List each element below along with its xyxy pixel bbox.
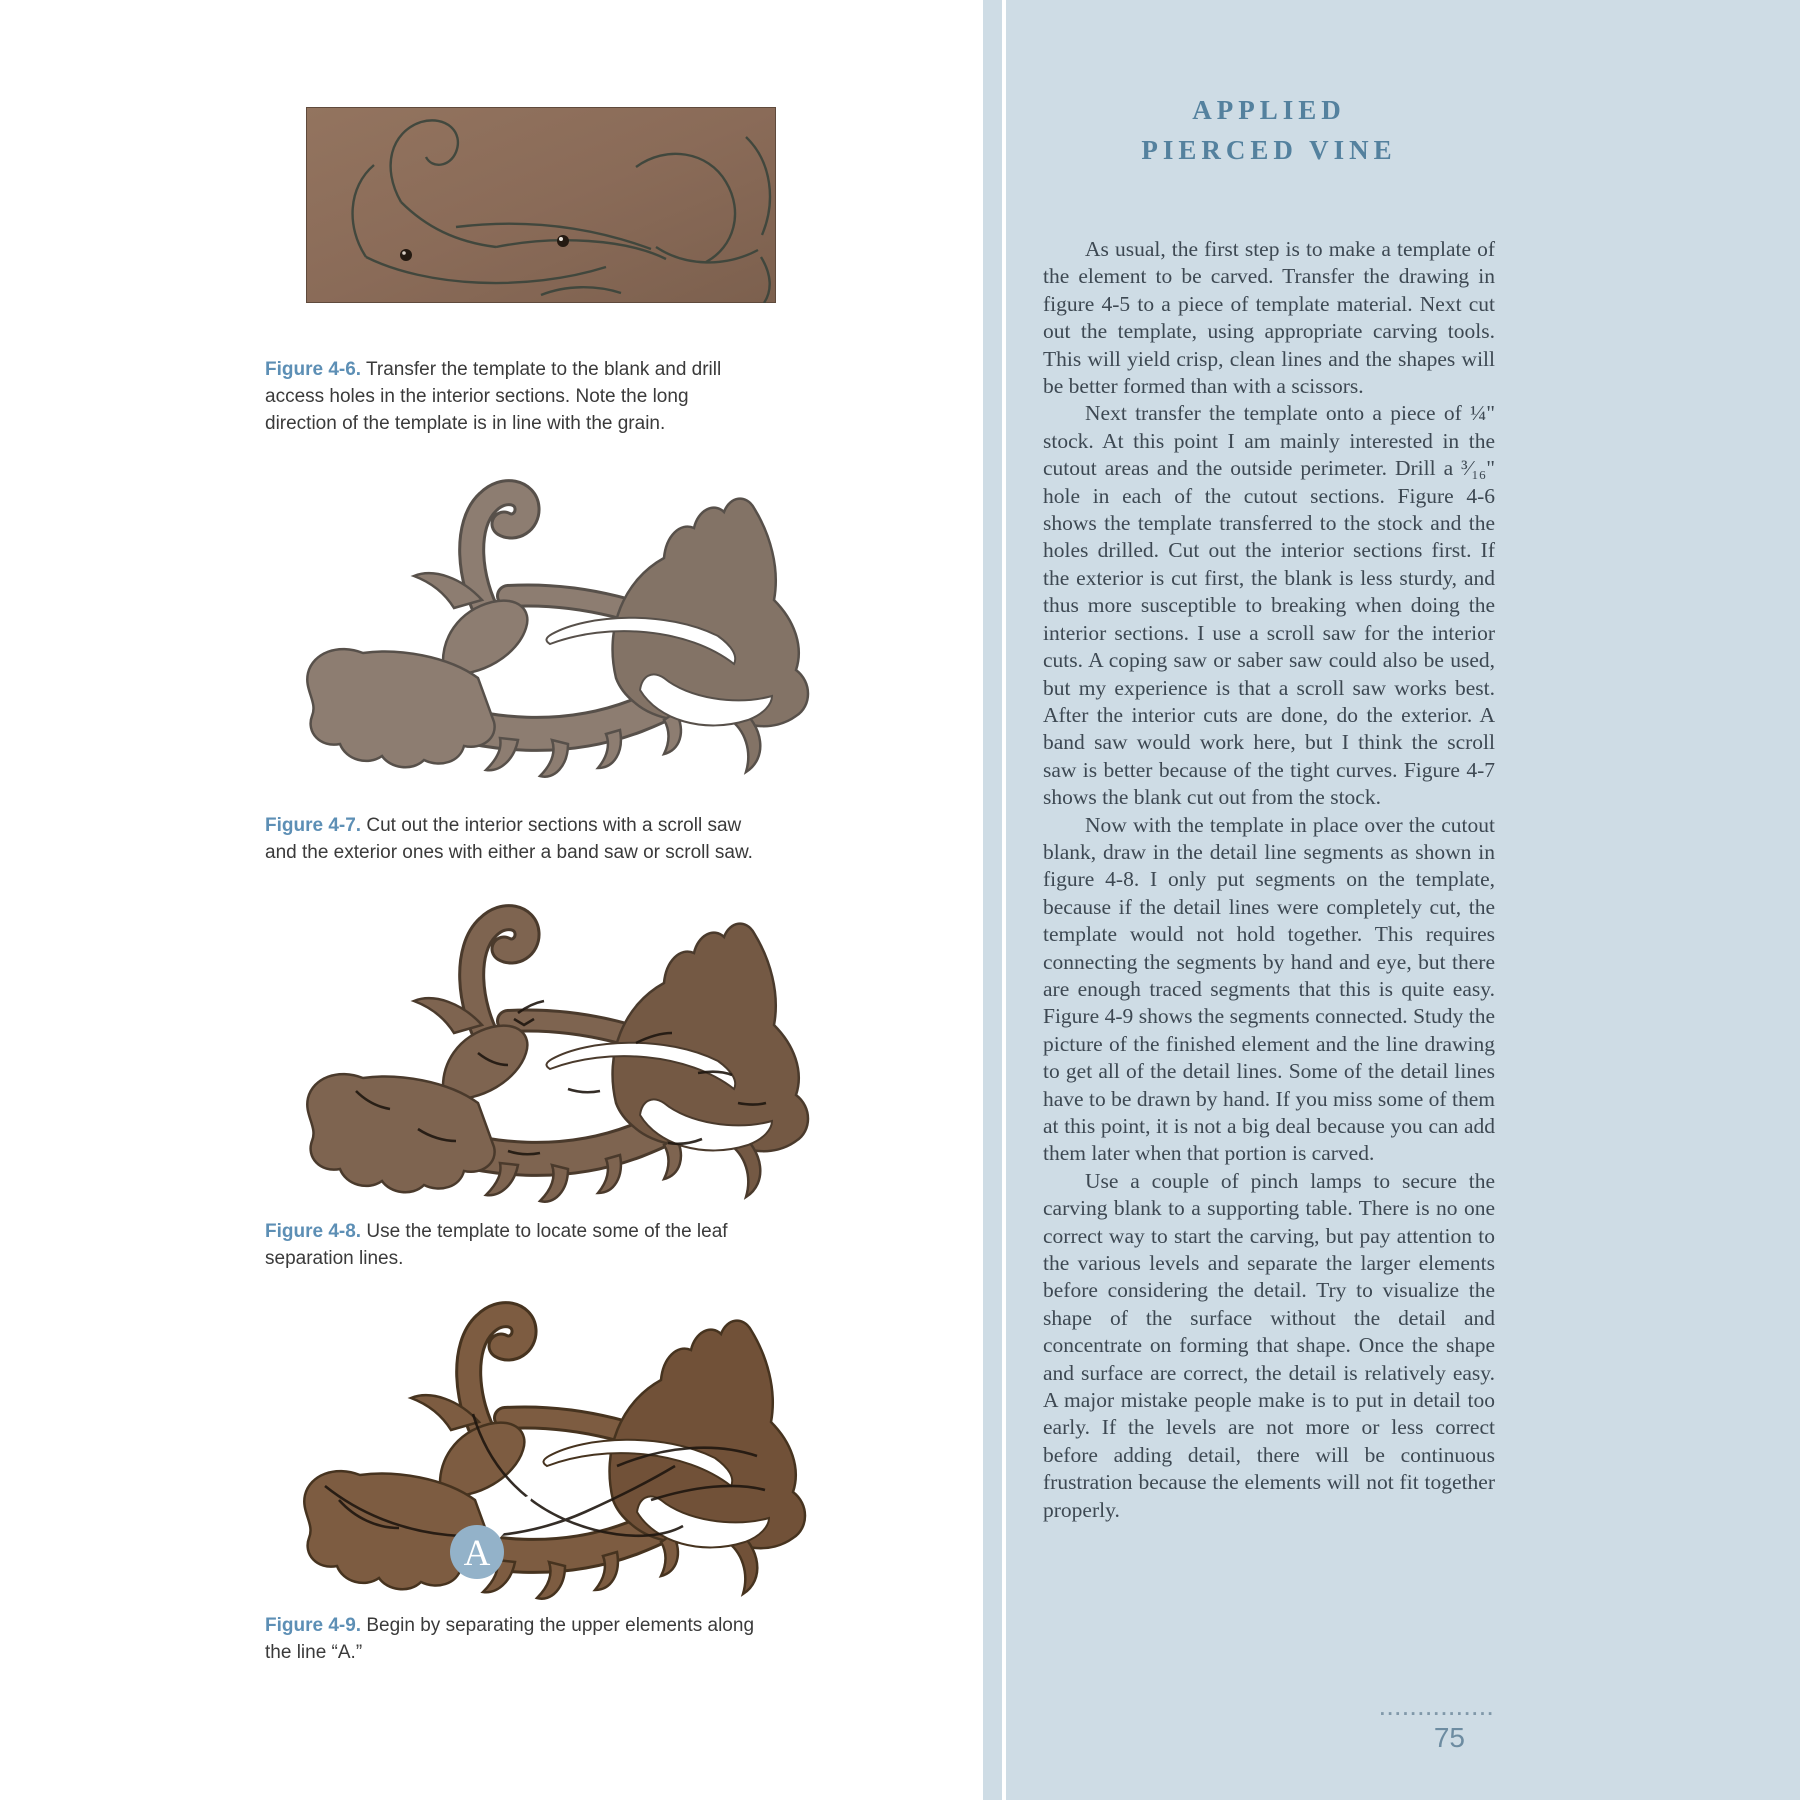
page-title-line1: APPLIED [1192,95,1346,125]
figure-4-6-label: Figure 4-6. [265,359,362,380]
figure-4-6-image [306,107,776,303]
figure-4-8-caption-text: Use the template to locate some of the leaf separation lines. [265,1221,728,1269]
paragraph-4: Use a couple of pinch lamps to secure the carving blank to a supporting table. There is no one correct way to start the carving, but pay attention to the various levels and separate the larger elements before considering the detail. Try to visualize the shape of the surface without the detail and concentrate on forming that shape. Once the shape and surface are correct, the detail is relatively easy. A major mistake people make is to put in detail too early. If the levels are not more or less correct before adding detail, there will be continuous frustration because the elements will not fit together properly. [1043,1168,1495,1522]
accent-strip [983,0,1002,1800]
figure-4-9-caption-text: Begin by separating the upper elements along the line “A.” [265,1615,755,1663]
figure-4-8-label: Figure 4-8. [265,1221,362,1242]
dotted-rule: ··············· [1379,1705,1495,1723]
page-number: 75 [1433,1722,1465,1753]
figure-4-7-caption-text: Cut out the interior sections with a scroll saw and the exterior ones with either a band saw or scroll saw. [265,815,753,863]
wood-board [306,107,776,303]
page-title [1043,90,1495,170]
paragraph-2: Next transfer the template onto a piece of ¼" stock. At this point I am mainly interested in the cutout areas and the outside perimeter. Drill a ³⁄₁₆" hole in each of the cutout sections. Figure 4-6 shows the template transferred to the stock and the holes drilled. Cut out the interior sections first. If the exterior is cut first, the blank is less sturdy, and thus more susceptible to breaking when doing the interior sections. I use a scroll saw for the interior cuts. A coping saw or saber saw could also be used, but my experience is that a scroll saw works best. After the interior cuts are done, do the exterior. A band saw would work here, but I think the scroll saw is better because of the tight curves. Figure 4-7 shows the blank cut out from the stock. [1043,401,1495,810]
article-body [1043,236,1495,1524]
annotation-a-badge [450,1525,504,1579]
page-title-line2: PIERCED VINE [1141,135,1397,165]
figure-4-8-image [268,893,828,1213]
figure-4-7-label: Figure 4-7. [265,815,362,836]
panel-footer [1043,1706,1495,1754]
paragraph-1: As usual, the first step is to make a template of the element to be carved. Transfer the drawing in figure 4-5 to a piece of template material. Next cut out the template, using appropriate carving tools. This will yield crisp, clean lines and the shapes will be better formed than with a scissors. [1043,237,1495,399]
figure-4-7-caption [265,812,757,866]
annotation-a-letter: A [463,1533,491,1574]
figure-4-8-caption [265,1218,757,1272]
paragraph-3: Now with the template in place over the cutout blank, draw in the detail line segments as shown in figure 4-8. I only put segments on the template, because if the detail lines were completely cut, the template would not hold together. This requires connecting the segments by hand and eye, but there are enough traced segments that this is quite easy. Figure 4-9 shows the segments connected. Study the picture of the finished element and the line drawing to get all of the detail lines. Some of the detail lines have to be drawn by hand. If you miss some of them at this point, it is not a big deal because you can add them later when that portion is carved. [1043,812,1495,1166]
figure-4-9-label: Figure 4-9. [265,1615,362,1636]
figure-4-9-image [265,1290,830,1610]
figure-4-6-caption-text: Transfer the template to the blank and drill access holes in the interior sections. Note the long direction of the template is in line with the grain. [265,359,722,434]
figure-4-6-caption [265,356,757,437]
figure-4-9-caption [265,1612,757,1666]
figure-4-7-image [268,468,828,788]
